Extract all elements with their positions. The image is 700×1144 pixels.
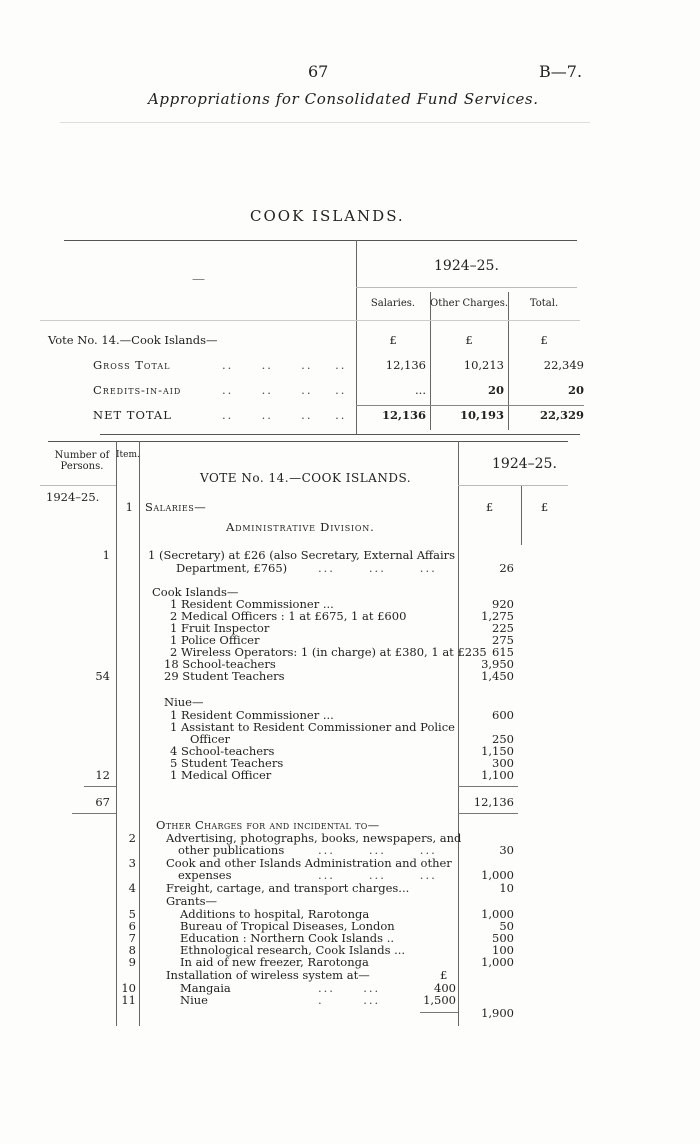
wireless-heading: Installation of wireless system at— (166, 968, 370, 982)
list-item-amount: 300 (492, 756, 514, 770)
list-item: 1 Police Officer (170, 633, 260, 647)
leader-dots: .. .. .. .. (222, 358, 347, 372)
list-item: 5 Student Teachers (170, 756, 284, 770)
list-item: 1 Fruit Inspector (170, 621, 270, 635)
leader-dots: . ... (318, 993, 381, 1007)
leader-dots: ... ... ... (318, 843, 437, 857)
wireless-currency: £ (440, 968, 448, 982)
other-item-number: 3 (128, 856, 136, 870)
list-item-amount: 225 (492, 621, 514, 635)
grant-item-amount: 1,000 (481, 907, 514, 921)
summary-header-rule (40, 320, 580, 321)
col-other-header: Other Charges. (430, 298, 508, 309)
credits-other: 20 (487, 383, 504, 397)
other-item-line-2: other publications (178, 843, 285, 857)
leader-dots: ... ... (318, 981, 381, 995)
list-item: 1 Resident Commissioner ... (170, 597, 334, 611)
grant-item-number: 6 (128, 919, 136, 933)
grant-item: Bureau of Tropical Diseases, London (180, 919, 395, 933)
wireless-item-amount: 1,500 (423, 993, 456, 1007)
list-item-amount: 1,450 (481, 669, 514, 683)
col-total-header: Total. (529, 298, 559, 309)
summary-top-rule (64, 240, 577, 241)
wireless-item: Niue (180, 993, 208, 1007)
net-other: 10,193 (459, 408, 504, 422)
wireless-total: 1,900 (481, 1006, 514, 1020)
salaries-total: 12,136 (473, 795, 514, 809)
vote-label: Vote No. 14.—Cook Islands— (48, 333, 218, 347)
list-item: Officer (190, 732, 231, 746)
niue-heading: Niue— (164, 695, 204, 709)
other-charges-heading: Other Charges for and incidental to— (156, 818, 380, 832)
list-item-amount: 600 (492, 708, 514, 722)
grant-item-number: 9 (128, 955, 136, 969)
wireless-subtotal-rule (420, 1012, 458, 1013)
list-item-amount: 1,150 (481, 744, 514, 758)
leader-dots: .. .. .. .. (222, 408, 347, 422)
summary-bottom-rule (100, 434, 580, 435)
salaries-heading: Salaries— (145, 500, 207, 514)
other-item-amount: 10 (499, 881, 514, 895)
list-item-amount: 1,100 (481, 768, 514, 782)
list-item: 1 Assistant to Resident Commissioner and Police (170, 720, 455, 734)
grant-item-number: 7 (128, 931, 136, 945)
list-item-amount: 275 (492, 633, 514, 647)
other-item-line-2: expenses (178, 868, 232, 882)
wireless-item-number: 11 (121, 993, 136, 1007)
grant-item-amount: 100 (492, 943, 514, 957)
admin-division-heading: Administrative Division. (226, 520, 375, 534)
summary-year-rule (356, 287, 577, 288)
grant-item-number: 5 (128, 907, 136, 921)
other-item-line-1: Advertising, photographs, books, newspapers, and (166, 831, 462, 845)
currency-total: £ (540, 333, 548, 347)
document-reference: B—7. (539, 62, 583, 81)
currency-a: £ (485, 500, 494, 514)
list-item-amount: 250 (492, 732, 514, 746)
gross-total-label: Gross Total (93, 358, 171, 372)
salaries-total-rule (458, 786, 518, 787)
page-number: 67 (308, 62, 329, 81)
net-total: 22,329 (539, 408, 584, 422)
detail-year: 1924–25. (492, 456, 557, 472)
persons-total-rule (84, 786, 116, 787)
amount-sub-rule (521, 485, 522, 545)
summary-dash: — (192, 272, 205, 287)
list-item-amount: 920 (492, 597, 514, 611)
list-item: 18 School-teachers (164, 657, 276, 671)
amount-header-rule (458, 485, 568, 486)
grant-item-number: 8 (128, 943, 136, 957)
gross-other: 10,213 (463, 358, 504, 372)
col-item-header: Item. (116, 450, 140, 460)
grant-item: Additions to hospital, Rarotonga (180, 907, 370, 921)
salaries-item-number: 1 (125, 500, 133, 514)
wireless-item-number: 10 (121, 981, 136, 995)
list-item-amount: 3,950 (481, 657, 514, 671)
wireless-item-amount: 400 (434, 981, 456, 995)
net-total-rule (356, 405, 584, 406)
grant-item: Ethnological research, Cook Islands ... (180, 943, 406, 957)
col-salaries-header: Salaries. (370, 298, 416, 309)
persons-year: 1924–25. (46, 490, 100, 504)
vote-title: VOTE No. 14.—COOK ISLANDS. (200, 471, 412, 485)
detail-top-rule (48, 441, 568, 442)
other-item-line-1: Cook and other Islands Administration and other (166, 856, 452, 870)
leader-dots: ... ... ... (318, 868, 437, 882)
other-item-number: 2 (128, 831, 136, 845)
currency-b: £ (540, 500, 549, 514)
grant-item-amount: 50 (499, 919, 514, 933)
item-column-rule (139, 441, 140, 1026)
list-item: 1 Resident Commissioner ... (170, 708, 334, 722)
secretary-line-2: Department, £765) (176, 561, 288, 575)
other-item-amount: 30 (499, 843, 514, 857)
list-item-amount: 1,275 (481, 609, 514, 623)
currency-other: £ (465, 333, 473, 347)
net-salaries: 12,136 (381, 408, 426, 422)
secretary-line-1: 1 (Secretary) at £26 (also Secretary, External Affairs (148, 548, 456, 562)
grant-item: Education : Northern Cook Islands .. (180, 931, 395, 945)
list-item-amount: 615 (492, 645, 514, 659)
wireless-item: Mangaia (180, 981, 231, 995)
summary-year: 1924–25. (434, 258, 499, 274)
salaries-total-underline (458, 813, 518, 814)
cook-islands-heading: Cook Islands— (152, 585, 239, 599)
list-item: 2 Wireless Operators: 1 (in charge) at £380, 1 at £235 (170, 645, 487, 659)
gross-total: 22,349 (543, 358, 584, 372)
niue-persons: 12 (95, 768, 110, 782)
currency-salaries: £ (389, 333, 397, 347)
persons-header-rule (40, 485, 116, 486)
credits-in-aid-label: Credits-in-aid (93, 383, 182, 397)
list-item: 4 School-teachers (170, 744, 275, 758)
other-item-number: 4 (128, 881, 136, 895)
col-persons-header: Number of Persons. (54, 450, 110, 472)
total-persons: 67 (95, 795, 110, 809)
credits-total: 20 (567, 383, 584, 397)
grant-item: In aid of new freezer, Rarotonga (180, 955, 369, 969)
secretary-amount: 26 (499, 561, 514, 575)
leader-dots: .. .. .. .. (222, 383, 347, 397)
grants-heading: Grants— (166, 894, 217, 908)
persons-total-underline (72, 813, 116, 814)
leader-dots: ... ... ... (318, 561, 437, 575)
list-item: 1 Medical Officer (170, 768, 272, 782)
header-rule (60, 122, 590, 123)
section-title: COOK ISLANDS. (250, 207, 405, 225)
list-item: 2 Medical Officers : 1 at £675, 1 at £600 (170, 609, 407, 623)
cook-islands-persons: 54 (95, 669, 110, 683)
other-item-amount: 1,000 (481, 868, 514, 882)
secretary-persons: 1 (102, 548, 110, 562)
grant-item-amount: 1,000 (481, 955, 514, 969)
grant-item-amount: 500 (492, 931, 514, 945)
page-subtitle: Appropriations for Consolidated Fund Services. (148, 90, 539, 108)
net-total-label: NET TOTAL (93, 408, 172, 422)
list-item: 29 Student Teachers (164, 669, 285, 683)
credits-salaries: ... (415, 383, 426, 397)
other-item-line-1: Freight, cartage, and transport charges... (166, 881, 410, 895)
gross-salaries: 12,136 (385, 358, 426, 372)
